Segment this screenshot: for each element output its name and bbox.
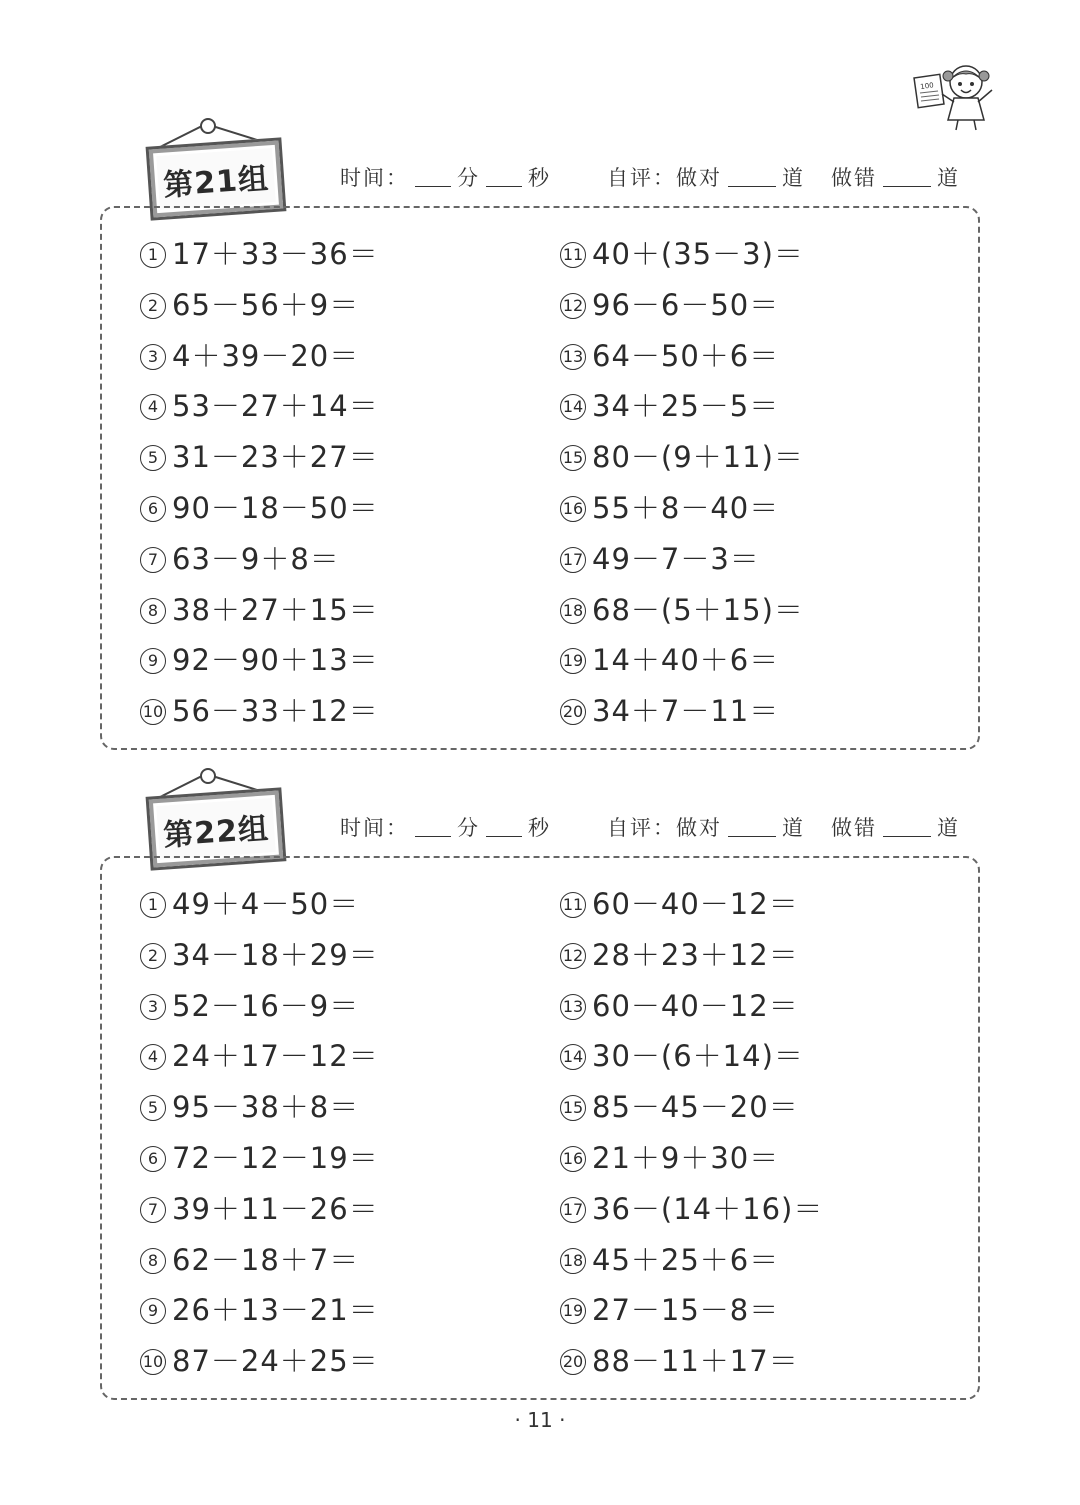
problem-expression: 95－38＋8＝ — [172, 1090, 360, 1125]
problem-expression: 49－7－3＝ — [592, 541, 760, 576]
problem-item — [140, 886, 379, 937]
problem-number: 18 — [560, 598, 586, 624]
problem-item — [140, 642, 379, 693]
problem-expression: 60－40－12＝ — [592, 887, 799, 921]
problem-expression: 62－18＋7＝ — [172, 1242, 360, 1277]
problem-expression: 30－(6＋14)＝ — [592, 1039, 804, 1074]
problem-number: 9 — [140, 1298, 166, 1324]
problem-number: 4 — [140, 394, 166, 420]
problem-expression: 64－50＋6＝ — [592, 338, 780, 373]
problem-item — [560, 1242, 823, 1293]
problem-item — [140, 439, 379, 490]
problem-expression: 60－40－12＝ — [592, 988, 799, 1023]
problem-number: 1 — [140, 242, 166, 268]
problem-number: 6 — [140, 1146, 166, 1172]
problem-item — [140, 1242, 379, 1293]
problem-number: 11 — [560, 892, 586, 918]
problem-expression: 45＋25＋6＝ — [592, 1242, 780, 1277]
problem-number: 19 — [560, 1298, 586, 1324]
problem-expression: 34－18＋29＝ — [172, 937, 379, 972]
problem-expression: 31－23＋27＝ — [172, 440, 379, 475]
problem-expression: 85－45－20＝ — [592, 1090, 799, 1125]
problem-number: 18 — [560, 1248, 586, 1274]
problem-expression: 34＋25－5＝ — [592, 389, 780, 424]
problem-expression: 39＋11－26＝ — [172, 1191, 379, 1226]
problems-left-column — [140, 886, 379, 1394]
problem-number: 13 — [560, 994, 586, 1020]
problem-number: 13 — [560, 344, 586, 370]
girl-holding-paper-icon — [912, 60, 1002, 132]
problem-expression: 49＋4－50＝ — [172, 887, 360, 921]
problem-expression: 26＋13－21＝ — [172, 1293, 379, 1328]
problem-expression: 92－90＋13＝ — [172, 643, 379, 678]
wrong-unit: 道 — [937, 816, 960, 840]
problem-item — [560, 236, 804, 287]
problem-item — [140, 937, 379, 988]
section-title: 第22组 — [162, 811, 271, 854]
problem-item — [140, 490, 379, 541]
problem-expression: 21＋9＋30＝ — [592, 1140, 780, 1175]
problem-number: 5 — [140, 445, 166, 471]
problem-number: 17 — [560, 547, 586, 573]
problem-number: 3 — [140, 344, 166, 370]
problem-expression: 4＋39－20＝ — [172, 338, 360, 373]
problem-number: 15 — [560, 1095, 586, 1121]
problem-expression: 68－(5＋15)＝ — [592, 592, 804, 627]
problem-expression: 17＋33－36＝ — [172, 237, 379, 271]
problem-item — [140, 1140, 379, 1191]
problem-item — [560, 1089, 823, 1140]
problem-number: 12 — [560, 943, 586, 969]
problem-number: 4 — [140, 1044, 166, 1070]
seconds-label: 秒 — [528, 166, 551, 190]
problem-item — [560, 693, 804, 744]
section-title: 第21组 — [162, 161, 271, 204]
problem-number: 7 — [140, 547, 166, 573]
minutes-blank[interactable] — [415, 168, 451, 187]
correct-unit: 道 — [782, 166, 805, 190]
problem-item — [560, 287, 804, 338]
problem-expression: 40＋(35－3)＝ — [592, 237, 804, 271]
problem-expression: 55＋8－40＝ — [592, 490, 780, 525]
hook-icon — [200, 768, 216, 784]
problem-expression: 96－6－50＝ — [592, 287, 780, 322]
correct-count-blank[interactable] — [728, 168, 776, 187]
problem-item — [560, 937, 823, 988]
problem-item — [140, 338, 379, 389]
seconds-label: 秒 — [528, 816, 551, 840]
wrong-count-blank[interactable] — [883, 818, 931, 837]
problem-item — [560, 1191, 823, 1242]
problem-item — [560, 541, 804, 592]
problem-number: 1 — [140, 892, 166, 918]
problem-item — [140, 287, 379, 338]
problem-item — [560, 490, 804, 541]
eval-label: 自评：做对 — [607, 166, 722, 190]
problem-expression: 36－(14＋16)＝ — [592, 1191, 824, 1226]
problem-expression: 34＋7－11＝ — [592, 694, 780, 729]
problem-number: 20 — [560, 699, 586, 725]
problem-number: 2 — [140, 293, 166, 319]
section-meta — [340, 812, 960, 842]
problem-item — [560, 886, 823, 937]
wrong-label: 做错 — [831, 166, 877, 190]
problem-item — [560, 642, 804, 693]
problem-expression: 88－11＋17＝ — [592, 1344, 799, 1379]
problem-item — [560, 338, 804, 389]
hook-icon — [200, 118, 216, 134]
wrong-unit: 道 — [937, 166, 960, 190]
problem-number: 2 — [140, 943, 166, 969]
paper-score: 100 — [919, 81, 935, 92]
problem-item — [140, 388, 379, 439]
problem-number: 14 — [560, 1044, 586, 1070]
problem-number: 11 — [560, 242, 586, 268]
time-label: 时间： — [340, 816, 409, 840]
problem-item — [560, 1140, 823, 1191]
problem-expression: 24＋17－12＝ — [172, 1039, 379, 1074]
problem-expression: 56－33＋12＝ — [172, 694, 379, 729]
problem-item — [140, 1089, 379, 1140]
problem-expression: 27－15－8＝ — [592, 1293, 780, 1328]
problem-item — [140, 1292, 379, 1343]
problem-expression: 65－56＋9＝ — [172, 287, 360, 322]
problem-number: 14 — [560, 394, 586, 420]
problem-number: 16 — [560, 1146, 586, 1172]
problem-number: 7 — [140, 1197, 166, 1223]
problem-number: 16 — [560, 496, 586, 522]
wrong-count-blank[interactable] — [883, 168, 931, 187]
problem-number: 17 — [560, 1197, 586, 1223]
problem-expression: 80－(9＋11)＝ — [592, 440, 804, 475]
problem-expression: 90－18－50＝ — [172, 490, 379, 525]
problem-item — [140, 693, 379, 744]
problem-expression: 72－12－19＝ — [172, 1140, 379, 1175]
seconds-blank[interactable] — [486, 168, 522, 187]
problem-number: 8 — [140, 598, 166, 624]
correct-count-blank[interactable] — [728, 818, 776, 837]
problem-item — [140, 988, 379, 1039]
page-number: · 11 · — [514, 1408, 566, 1432]
wrong-label: 做错 — [831, 816, 877, 840]
seconds-blank[interactable] — [486, 818, 522, 837]
problem-number: 15 — [560, 445, 586, 471]
problem-item — [560, 1292, 823, 1343]
minutes-blank[interactable] — [415, 818, 451, 837]
problem-item — [140, 1038, 379, 1089]
problem-number: 9 — [140, 648, 166, 674]
problem-item — [140, 541, 379, 592]
problem-item — [560, 592, 804, 643]
problems-right-column — [560, 886, 823, 1394]
problem-number: 20 — [560, 1349, 586, 1375]
problem-number: 10 — [140, 1349, 166, 1375]
problem-number: 12 — [560, 293, 586, 319]
minutes-label: 分 — [457, 816, 480, 840]
problem-item — [560, 988, 823, 1039]
problems-left-column — [140, 236, 379, 744]
problems-right-column — [560, 236, 804, 744]
problem-item — [560, 439, 804, 490]
problem-number: 10 — [140, 699, 166, 725]
problem-expression: 52－16－9＝ — [172, 988, 360, 1023]
problem-number: 19 — [560, 648, 586, 674]
problem-expression: 28＋23＋12＝ — [592, 937, 799, 972]
problem-number: 8 — [140, 1248, 166, 1274]
problem-item — [140, 1343, 379, 1394]
eval-label: 自评：做对 — [607, 816, 722, 840]
problem-expression: 87－24＋25＝ — [172, 1344, 379, 1379]
problem-number: 6 — [140, 496, 166, 522]
problem-expression: 53－27＋14＝ — [172, 389, 379, 424]
problem-expression: 63－9＋8＝ — [172, 541, 340, 576]
minutes-label: 分 — [457, 166, 480, 190]
problem-item — [140, 592, 379, 643]
problem-expression: 14＋40＋6＝ — [592, 643, 780, 678]
problem-number: 5 — [140, 1095, 166, 1121]
problem-number: 3 — [140, 994, 166, 1020]
section-meta — [340, 162, 960, 192]
problem-item — [140, 1191, 379, 1242]
problem-item — [560, 388, 804, 439]
problem-item — [140, 236, 379, 287]
problem-item — [560, 1038, 823, 1089]
problem-item — [560, 1343, 823, 1394]
problem-expression: 38＋27＋15＝ — [172, 592, 379, 627]
time-label: 时间： — [340, 166, 409, 190]
correct-unit: 道 — [782, 816, 805, 840]
